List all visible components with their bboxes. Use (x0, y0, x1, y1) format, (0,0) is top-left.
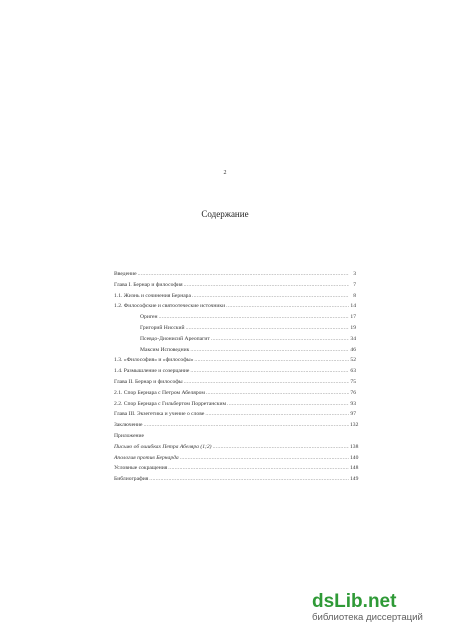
toc-entry-page: 7 (353, 281, 356, 288)
toc-entry-label: Апология против Бернарда (114, 454, 179, 461)
watermark-subtitle: библиотека диссертаций (312, 612, 423, 623)
toc-dot-leader (213, 442, 349, 453)
toc-entry-label: Приложение (114, 432, 145, 439)
toc-entry-label: Максим Исповедник (140, 346, 190, 353)
toc-entry (114, 442, 359, 453)
toc-entry-page: 97 (350, 411, 356, 418)
toc-entry (114, 334, 356, 345)
toc-entry (114, 431, 356, 442)
toc-entry (114, 366, 356, 377)
toc-entry-label: Глава II. Бернар и философы (114, 378, 183, 385)
toc-entry-label: 2.1. Спор Бернара с Петром Абеляром (114, 389, 205, 396)
toc-dot-leader (226, 301, 349, 312)
toc-entry (114, 301, 356, 312)
toc-entry (114, 323, 356, 334)
toc-entry (114, 474, 359, 485)
toc-entry (114, 409, 356, 420)
toc-dot-leader (190, 366, 349, 377)
toc-entry (114, 377, 356, 388)
toc-entry-label: 1.4. Размышление и созерцание (114, 368, 190, 375)
toc-entry-label: Ориген (140, 314, 158, 321)
toc-dot-leader (149, 474, 349, 485)
toc-entry-label: Глава I. Бернар и философия (114, 281, 183, 288)
dslib-watermark[interactable] (312, 592, 432, 624)
table-of-contents (114, 269, 359, 485)
toc-entry-page: 93 (350, 400, 356, 407)
toc-entry-page: 3 (353, 271, 356, 277)
toc-entry (114, 345, 356, 356)
toc-entry-page: 76 (350, 389, 356, 396)
toc-entry-page: 149 (350, 476, 359, 483)
toc-entry-label: Введение (114, 271, 137, 277)
toc-dot-leader (144, 420, 349, 431)
toc-entry-page: 140 (350, 454, 359, 461)
toc-entry-label: 1.2. Философские и святоотеческие источники (114, 303, 226, 310)
watermark-logo-dot: . (362, 591, 368, 612)
toc-entry-page: 34 (350, 335, 356, 342)
toc-entry-page: 17 (350, 314, 356, 321)
toc-dot-leader (168, 463, 349, 474)
toc-entry (114, 399, 356, 410)
toc-entry-label: Григорий Нисский (140, 324, 185, 331)
watermark-logo-ds: dsLib (312, 591, 363, 612)
toc-entry (114, 355, 356, 366)
toc-dot-leader (194, 355, 349, 366)
toc-entry-page: 148 (350, 465, 359, 472)
toc-entry-label: 1.3. «Философия» и «философы» (114, 357, 194, 364)
toc-dot-leader (206, 388, 349, 399)
toc-entry-label: 1.1. Жизнь и сочинения Бернара (114, 292, 191, 299)
toc-entry (114, 463, 359, 474)
toc-entry-page: 138 (350, 443, 359, 450)
toc-entry-page: 52 (350, 357, 356, 364)
toc-entry (114, 388, 356, 399)
toc-entry (114, 312, 356, 323)
page-number: 2 (223, 170, 227, 176)
toc-entry-label: Письмо об ошибках Петра Абеляра (1;2) (114, 443, 212, 450)
toc-entry-label: Библиография (114, 476, 149, 483)
toc-dot-leader (184, 280, 349, 291)
toc-entry-page: 75 (350, 378, 356, 385)
toc-dot-leader (186, 323, 349, 334)
toc-entry-label: Условные сокращения (114, 465, 168, 472)
toc-entry (114, 280, 356, 291)
page-title: Содержание (201, 209, 249, 219)
watermark-logo (312, 592, 432, 612)
toc-dot-leader (192, 291, 349, 302)
toc-entry (114, 453, 359, 464)
toc-entry-page: 63 (350, 368, 356, 375)
toc-dot-leader (211, 334, 349, 345)
watermark-logo-net: net (367, 591, 397, 612)
toc-entry-page: 132 (350, 422, 359, 429)
toc-entry (114, 420, 359, 431)
toc-entry-page: 46 (350, 346, 356, 353)
toc-entry-page: 14 (350, 303, 356, 310)
toc-dot-leader (138, 269, 349, 280)
toc-dot-leader (180, 453, 349, 464)
toc-entry-label: 2.2. Спор Бернара с Гильбертом Порретанским (114, 400, 227, 407)
toc-dot-leader (227, 399, 349, 410)
toc-entry-label: Заключение (114, 422, 143, 429)
toc-dot-leader (159, 312, 349, 323)
toc-dot-leader (184, 377, 349, 388)
toc-entry (114, 291, 356, 302)
toc-entry-page: 19 (350, 324, 356, 331)
toc-entry (114, 269, 356, 280)
toc-entry-label: Глава III. Экзегетика и учение о слове (114, 411, 205, 418)
toc-dot-leader (190, 345, 349, 356)
toc-entry-page: 8 (353, 292, 356, 299)
toc-entry-label: Псевдо-Дионисий Ареопагит (140, 335, 210, 342)
toc-dot-leader (205, 409, 349, 420)
